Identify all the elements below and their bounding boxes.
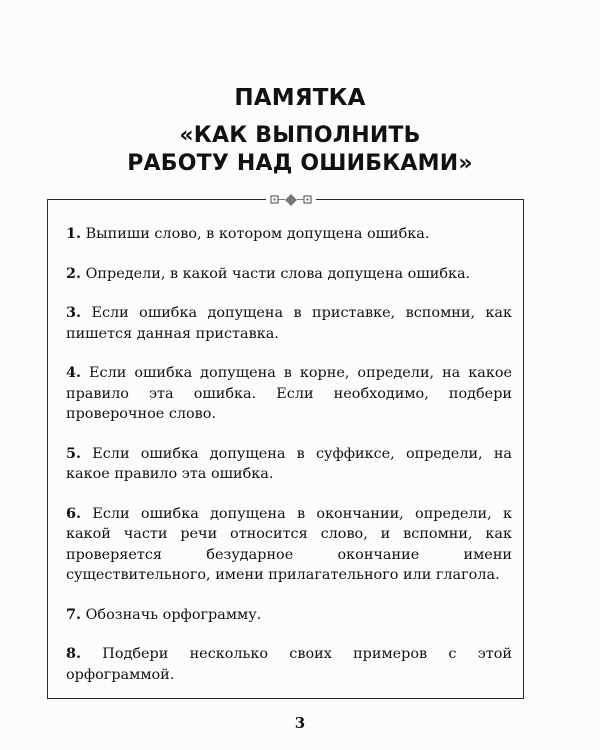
step-text: Если ошибка допущена в корне, определи, на какое правило эта ошибка. Если необходимо, подбери проверочное слово. <box>66 365 512 422</box>
memo-step-1 <box>66 224 512 245</box>
step-number: 1. <box>66 225 82 242</box>
step-text: Подбери несколько своих примеров с этой орфограммой. <box>66 646 512 683</box>
memo-steps-list <box>66 224 512 704</box>
step-text: Обозначь орфограмму. <box>85 606 262 623</box>
step-number: 2. <box>66 264 82 282</box>
step-number: 7. <box>66 605 82 623</box>
step-number: 6. <box>66 504 82 522</box>
memo-title: ПАМЯТКА <box>234 85 366 111</box>
memo-step-6 <box>66 504 512 586</box>
step-text: Определи, в какой части слова допущена ошибка. <box>85 265 471 282</box>
step-text: Если ошибка допущена в суффиксе, определи, на какое правило эта ошибка. <box>66 445 512 482</box>
step-number: 5. <box>66 444 82 462</box>
step-text: Если ошибка допущена в приставке, вспомни, как пишется данная приставка. <box>66 305 512 342</box>
memo-step-8 <box>66 644 512 685</box>
memo-subtitle-line-2: РАБОТУ НАД ОШИБКАМИ» <box>127 151 473 176</box>
step-number: 8. <box>66 645 82 662</box>
memo-step-2 <box>66 264 512 285</box>
memo-step-5 <box>66 444 512 485</box>
step-text: Если ошибка допущена в окончании, определи, к какой части речи относится слово, и вспомни, как проверяется безударное окончание имени существительного, имени прилагательного или глагола. <box>66 505 512 583</box>
step-text: Выпиши слово, в котором допущена ошибка. <box>85 226 430 242</box>
page-number: 3 <box>294 714 306 732</box>
memo-step-3 <box>66 303 512 344</box>
fleuron-ornament-icon <box>266 193 316 207</box>
memo-subtitle-line-1: «КАК ВЫПОЛНИТЬ <box>179 123 421 148</box>
step-number: 4. <box>66 364 82 381</box>
step-number: 3. <box>66 304 82 321</box>
memo-step-4 <box>66 363 512 425</box>
memo-step-7 <box>66 605 512 626</box>
